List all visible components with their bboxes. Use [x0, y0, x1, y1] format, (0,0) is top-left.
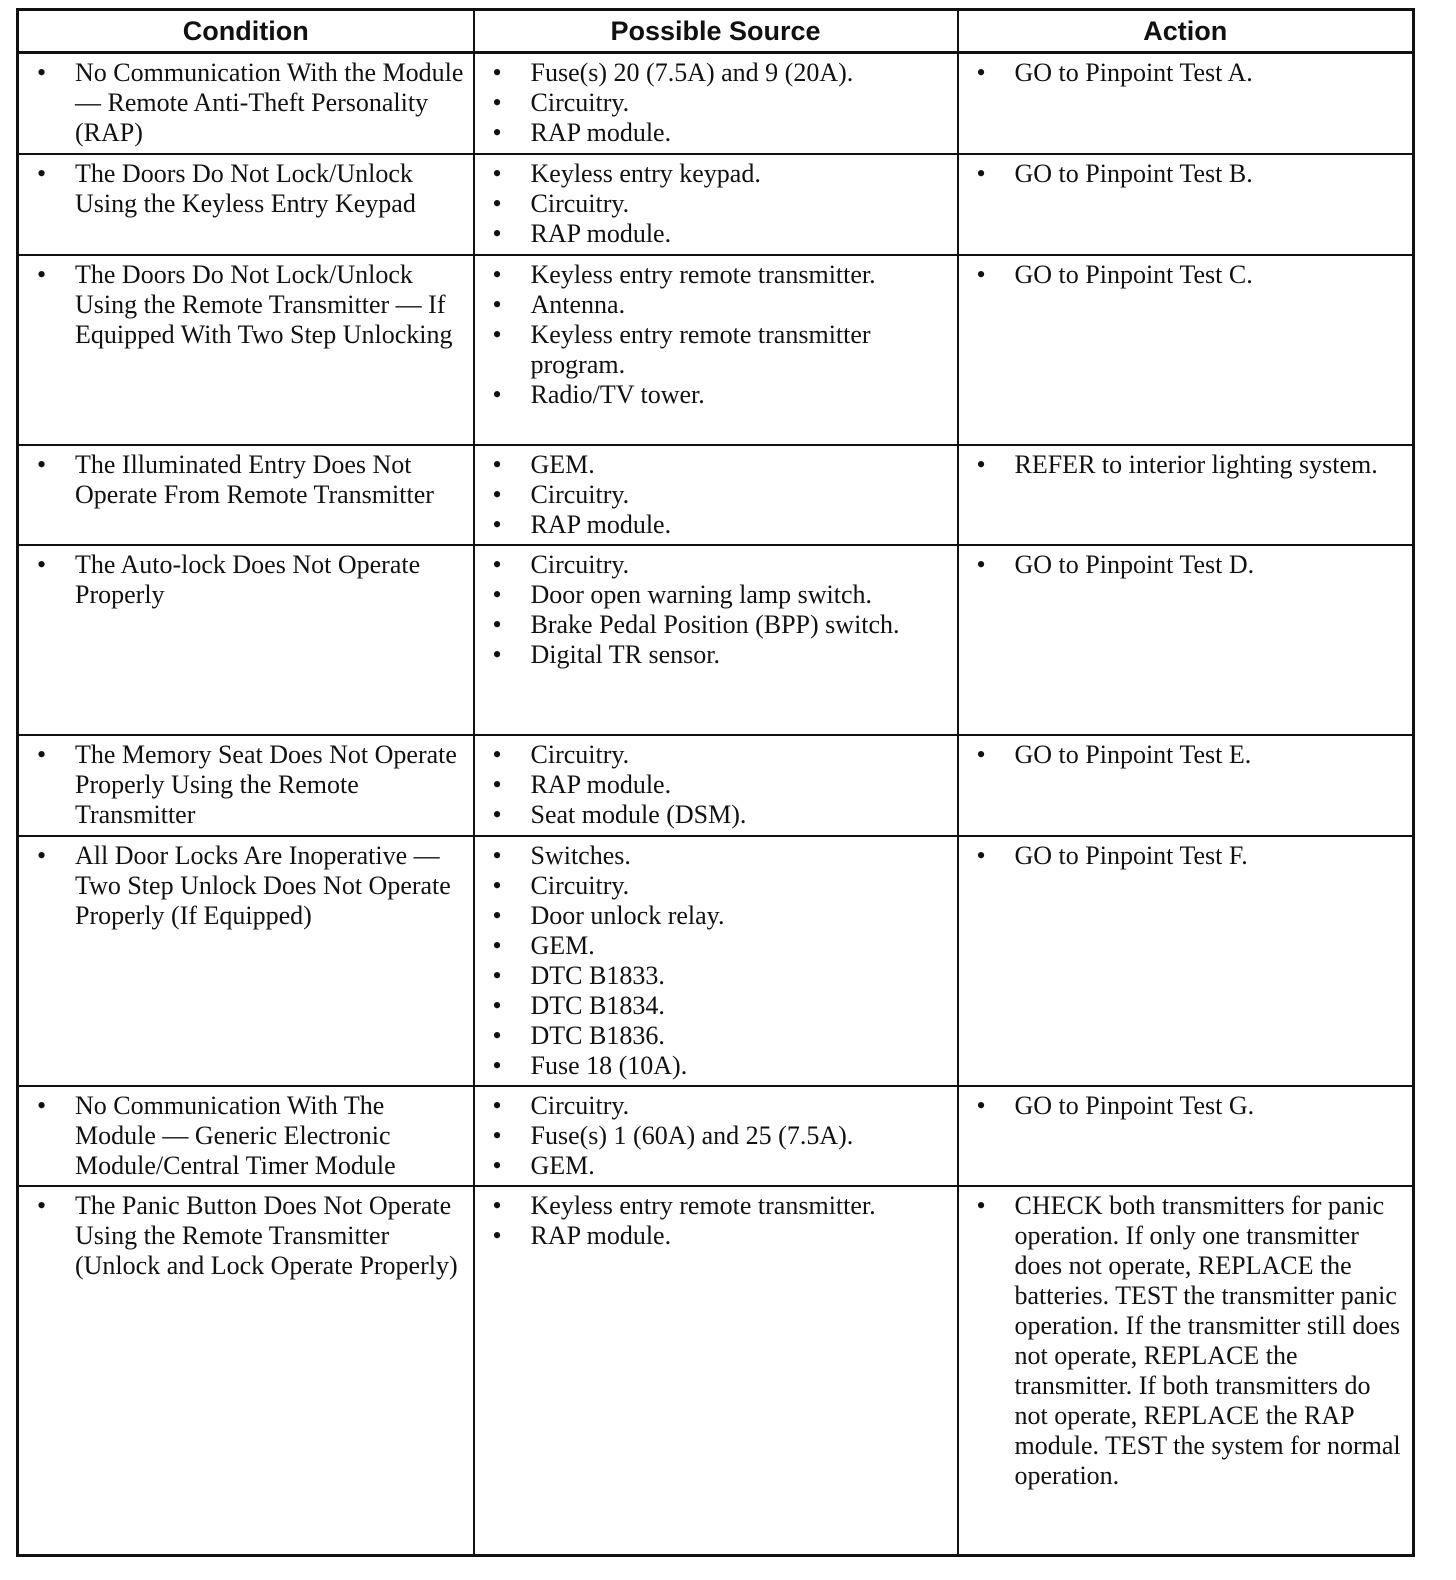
source-item: • Fuse 18 (10A). — [485, 1051, 949, 1081]
source-cell — [474, 836, 958, 1086]
condition-cell — [18, 545, 474, 735]
action-cell — [958, 53, 1414, 154]
condition-cell — [18, 445, 474, 545]
table-row — [18, 1186, 1414, 1556]
source-item: • Circuitry. — [485, 88, 949, 118]
source-item: • RAP module. — [485, 770, 949, 800]
source-cell — [474, 445, 958, 545]
condition-cell — [18, 735, 474, 836]
source-cell — [474, 545, 958, 735]
source-item: • DTC B1833. — [485, 961, 949, 991]
table-row — [18, 53, 1414, 154]
source-item: • GEM. — [485, 931, 949, 961]
condition-text: • All Door Locks Are Inoperative — Two Step Unlock Does Not Operate Properly (If Equipped) — [29, 841, 465, 931]
source-item: • Circuitry. — [485, 550, 949, 580]
source-cell — [474, 255, 958, 445]
source-item: • Circuitry. — [485, 480, 949, 510]
condition-cell — [18, 255, 474, 445]
header-condition: Condition — [18, 10, 474, 53]
source-item: • Circuitry. — [485, 189, 949, 219]
table-row — [18, 445, 1414, 545]
source-item: • Switches. — [485, 841, 949, 871]
source-item: • GEM. — [485, 450, 949, 480]
action-cell — [958, 545, 1414, 735]
action-cell — [958, 255, 1414, 445]
action-cell — [958, 735, 1414, 836]
table-row — [18, 735, 1414, 836]
source-item: • DTC B1834. — [485, 991, 949, 1021]
source-item: • Keyless entry remote transmitter. — [485, 260, 949, 290]
source-item: • RAP module. — [485, 1221, 949, 1251]
source-item: • Antenna. — [485, 290, 949, 320]
condition-text: • No Communication With The Module — Generic Electronic Module/Central Timer Module — [29, 1091, 465, 1181]
source-item: • Keyless entry remote transmitter. — [485, 1191, 949, 1221]
diagnosis-table-container — [16, 8, 1412, 1557]
action-text: • GO to Pinpoint Test C. — [969, 260, 1405, 290]
table-row — [18, 255, 1414, 445]
source-item: • RAP module. — [485, 219, 949, 249]
source-item: • Circuitry. — [485, 740, 949, 770]
source-item: • Digital TR sensor. — [485, 640, 949, 670]
source-item: • Door open warning lamp switch. — [485, 580, 949, 610]
condition-cell — [18, 1086, 474, 1186]
source-item: • Circuitry. — [485, 871, 949, 901]
action-cell — [958, 445, 1414, 545]
source-item: • Seat module (DSM). — [485, 800, 949, 830]
condition-text: • The Memory Seat Does Not Operate Properly Using the Remote Transmitter — [29, 740, 465, 830]
source-item: • Fuse(s) 1 (60A) and 25 (7.5A). — [485, 1121, 949, 1151]
source-cell — [474, 154, 958, 255]
condition-text: • The Panic Button Does Not Operate Using the Remote Transmitter (Unlock and Lock Operate Properly) — [29, 1191, 465, 1281]
table-row — [18, 154, 1414, 255]
source-item: • GEM. — [485, 1151, 949, 1181]
header-action: Action — [958, 10, 1414, 53]
action-text: • REFER to interior lighting system. — [969, 450, 1405, 480]
source-item: • Brake Pedal Position (BPP) switch. — [485, 610, 949, 640]
condition-text: • The Doors Do Not Lock/Unlock Using the Remote Transmitter — If Equipped With Two Step Unlocking — [29, 260, 465, 350]
condition-cell — [18, 1186, 474, 1556]
table-row — [18, 836, 1414, 1086]
source-item: • DTC B1836. — [485, 1021, 949, 1051]
condition-cell — [18, 154, 474, 255]
source-cell — [474, 53, 958, 154]
condition-cell — [18, 53, 474, 154]
action-text: • GO to Pinpoint Test D. — [969, 550, 1405, 580]
source-item: • Keyless entry keypad. — [485, 159, 949, 189]
header-possible-source: Possible Source — [474, 10, 958, 53]
source-cell — [474, 1086, 958, 1186]
action-cell — [958, 1186, 1414, 1556]
action-text: • GO to Pinpoint Test A. — [969, 58, 1405, 88]
action-text: • GO to Pinpoint Test G. — [969, 1091, 1405, 1121]
source-item: • Door unlock relay. — [485, 901, 949, 931]
action-text: • GO to Pinpoint Test E. — [969, 740, 1405, 770]
source-item: • Radio/TV tower. — [485, 380, 949, 410]
condition-cell — [18, 836, 474, 1086]
symptom-chart-table — [16, 8, 1415, 1557]
table-row — [18, 545, 1414, 735]
action-text: • GO to Pinpoint Test F. — [969, 841, 1405, 871]
action-cell — [958, 154, 1414, 255]
action-text: • CHECK both transmitters for panic operation. If only one transmitter does not operate, REPLACE the batteries. TEST the transmitter panic operation. If the transmitter still does not operate, REPLACE the transmitter. If both transmitters do not operate, REPLACE the RAP module. TEST the system for normal operation. — [969, 1191, 1405, 1491]
source-cell — [474, 735, 958, 836]
condition-text: • The Illuminated Entry Does Not Operate From Remote Transmitter — [29, 450, 465, 510]
source-item: • RAP module. — [485, 118, 949, 148]
condition-text: • The Auto-lock Does Not Operate Properly — [29, 550, 465, 610]
source-item: • Circuitry. — [485, 1091, 949, 1121]
source-item: • Keyless entry remote transmitter program. — [485, 320, 949, 380]
table-row — [18, 1086, 1414, 1186]
condition-text: • No Communication With the Module — Remote Anti-Theft Personality (RAP) — [29, 58, 465, 148]
action-text: • GO to Pinpoint Test B. — [969, 159, 1405, 189]
source-item: • RAP module. — [485, 510, 949, 540]
condition-text: • The Doors Do Not Lock/Unlock Using the Keyless Entry Keypad — [29, 159, 465, 219]
source-cell — [474, 1186, 958, 1556]
source-item: • Fuse(s) 20 (7.5A) and 9 (20A). — [485, 58, 949, 88]
action-cell — [958, 836, 1414, 1086]
action-cell — [958, 1086, 1414, 1186]
table-header-row — [18, 10, 1414, 53]
